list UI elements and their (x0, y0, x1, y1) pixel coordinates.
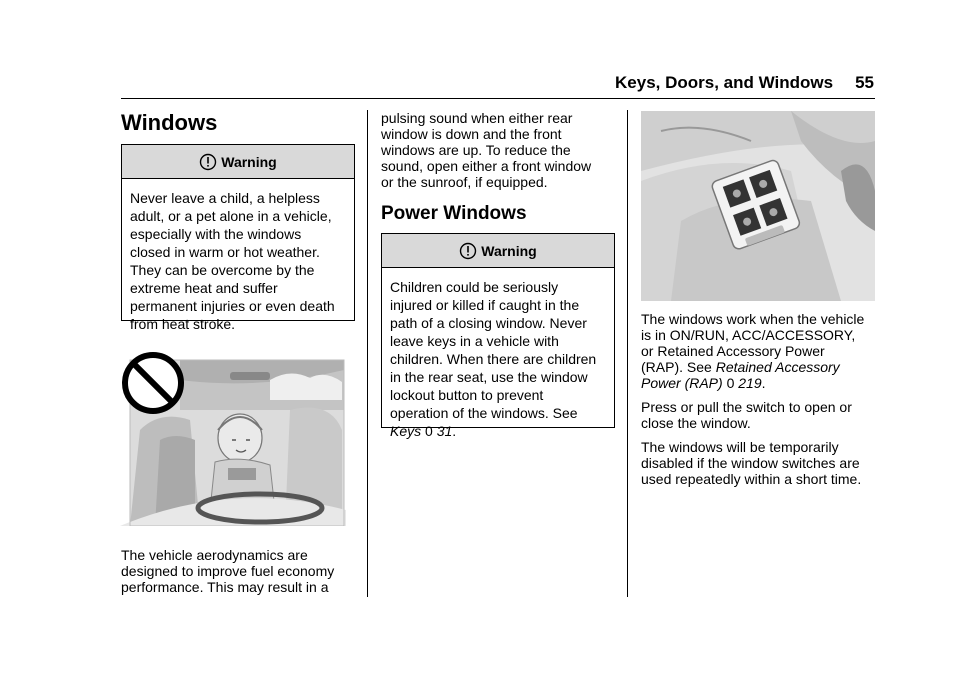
warning-line: Never leave a child, a helpless (130, 190, 320, 206)
text-line: windows are up. To reduce the (381, 142, 571, 158)
paragraph-1 (641, 311, 877, 391)
text-line: or the sunroof, if equipped. (381, 174, 548, 190)
warning-label: Warning (481, 242, 537, 259)
text-line: Press or pull the switch to open or (641, 399, 852, 415)
warning-line: children. When there are children (390, 351, 597, 367)
paragraph-2 (641, 399, 877, 431)
column-divider-1 (367, 110, 368, 597)
page-number: 55 (855, 73, 874, 92)
text-line (641, 375, 877, 391)
window-switch-panel-illustration (641, 111, 875, 301)
section-heading-power-windows: Power Windows (381, 203, 527, 224)
warning-line: Children could be seriously (390, 279, 559, 295)
text-line: or Retained Accessory Power (641, 343, 825, 359)
warning-line: permanent injuries or even death (130, 298, 335, 314)
col1-body-text (121, 547, 334, 595)
text-line: close the window. (641, 415, 751, 431)
col3-body-text (641, 311, 877, 495)
warning-line: adult, or a pet alone in a vehicle, (130, 208, 332, 224)
warning-line: leave keys in a vehicle with (390, 333, 559, 349)
text-line: performance. This may result in a (121, 579, 329, 595)
warning-line: They can be overcome by the (130, 262, 315, 278)
text-line: The windows will be temporarily (641, 439, 839, 455)
text-line: The vehicle aerodynamics are (121, 547, 308, 563)
cross-reference-link[interactable]: Keys (390, 423, 422, 439)
text-line: The windows work when the vehicle (641, 311, 865, 327)
text-line: designed to improve fuel economy (121, 563, 335, 579)
warning-line: operation of the windows. See (390, 405, 578, 421)
text-line: pulsing sound when either rear (381, 110, 573, 126)
header-rule (121, 98, 875, 99)
text-fragment: (RAP). See (641, 359, 712, 375)
child-in-car-illustration (120, 340, 346, 526)
cross-reference-link-cont[interactable]: Power (RAP) (641, 375, 723, 391)
prohibition-icon (125, 355, 181, 411)
running-header (615, 73, 874, 93)
text-line: window is down and the front (381, 126, 562, 142)
page-ref-symbol: 0 (425, 423, 433, 439)
text-line: sound, open either a front window (381, 158, 592, 174)
warning-line: in the rear seat, use the window (390, 369, 588, 385)
warning-line: injured or killed if caught in the (390, 297, 580, 313)
paragraph-3 (641, 439, 877, 487)
warning-icon (199, 153, 217, 171)
cross-reference-link[interactable]: Retained Accessory (715, 359, 840, 375)
sentence-end: . (761, 375, 766, 391)
warning-header (382, 234, 614, 268)
col2-intro-text (381, 110, 591, 190)
section-heading-windows: Windows (121, 110, 218, 135)
warning-line: especially with the windows (130, 226, 302, 242)
warning-label: Warning (221, 153, 277, 170)
column-divider-2 (627, 110, 628, 597)
page-ref-number: 219 (738, 375, 762, 391)
warning-line: extreme heat and suffer (130, 280, 278, 296)
warning-box-2 (381, 233, 615, 439)
warning-body (122, 179, 354, 341)
warning-icon (459, 242, 477, 260)
text-line: is in ON/RUN, ACC/ACCESSORY, (641, 327, 856, 343)
page-ref-symbol: 0 (726, 375, 735, 391)
sentence-end: . (452, 423, 457, 439)
text-line (641, 359, 877, 375)
page-ref-number: 31 (436, 423, 453, 439)
warning-body (382, 268, 614, 448)
warning-line: from heat stroke. (130, 316, 236, 332)
warning-line: path of a closing window. Never (390, 315, 587, 331)
warning-line: closed in warm or hot weather. (130, 244, 320, 260)
text-line: used repeatedly within a short time. (641, 471, 862, 487)
warning-header (122, 145, 354, 179)
warning-line: lockout button to prevent (390, 387, 544, 403)
warning-line (390, 422, 606, 440)
text-line: disabled if the window switches are (641, 455, 860, 471)
warning-box-1 (121, 144, 355, 332)
section-title: Keys, Doors, and Windows (615, 73, 834, 92)
